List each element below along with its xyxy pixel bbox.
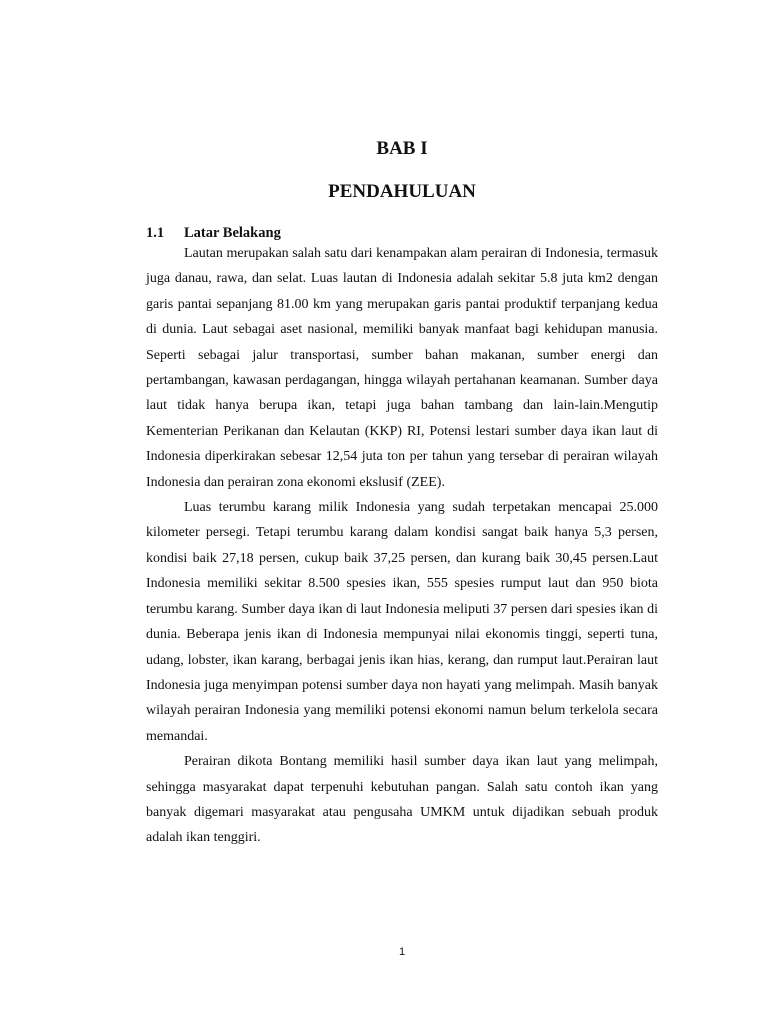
paragraph-2: Luas terumbu karang milik Indonesia yang sudah terpetakan mencapai 25.000 kilometer persegi. Tetapi terumbu karang dalam kondisi sangat baik hanya 5,3 persen, kondisi baik 27,18 persen, cukup baik 37,25 persen, dan kurang baik 30,45 persen.Laut Indonesia memiliki sekitar 8.500 spesies ikan, 555 spesies rumput laut dan 950 biota terumbu karang. Sumber daya ikan di laut Indonesia meliputi 37 persen dari spesies ikan di dunia. Beberapa jenis ikan di Indonesia mempunyai nilai ekonomis tinggi, seperti tuna, udang, lobster, ikan karang, berbagai jenis ikan hias, kerang, dan rumput laut.Perairan laut Indonesia juga menyimpan potensi sumber daya non hayati yang melimpah. Masih banyak wilayah perairan Indonesia yang memiliki potensi ekonomi namun belum terkelola secara memandai. [146,500,658,744]
paragraph-1: Lautan merupakan salah satu dari kenampakan alam perairan di Indonesia, termasuk juga danau, rawa, dan selat. Luas lautan di Indonesia adalah sekitar 5.8 juta km2 dengan garis pantai sepanjang 81.00 km yang merupakan garis pantai produktif terpanjang kedua di dunia. Laut sebagai aset nasional, memiliki banyak manfaat bagi kehidupan manusia. Seperti sebagai jalur transportasi, sumber bahan makanan, sumber energi dan pertambangan, kawasan perdagangan, hingga wilayah pertahanan keamanan. Sumber daya laut tidak hanya berupa ikan, tetapi juga bahan tambang dan lain-lain.Mengutip Kementerian Perikanan dan Kelautan (KKP) RI, Potensi lestari sumber daya ikan laut di Indonesia diperkirakan sebesar 12,54 juta ton per tahun yang tersebar di perairan wilayah Indonesia dan perairan zona ekonomi ekslusif (ZEE). [146,246,658,490]
body-text [146,241,658,851]
section-title: Latar Belakang [184,225,281,241]
section-number: 1.1 [146,225,165,241]
chapter-title: PENDAHULUAN [328,181,476,202]
section-heading [146,225,281,242]
chapter-number: BAB I [376,138,428,159]
page-number: 1 [398,946,406,958]
paragraph-3: Perairan dikota Bontang memiliki hasil sumber daya ikan laut yang melimpah, sehingga masyarakat dapat terpenuhi kebutuhan pangan. Salah satu contoh ikan yang banyak digemari masyarakat atau pengusaha UMKM untuk dijadikan sebuah produk adalah ikan tenggiri. [146,754,658,846]
